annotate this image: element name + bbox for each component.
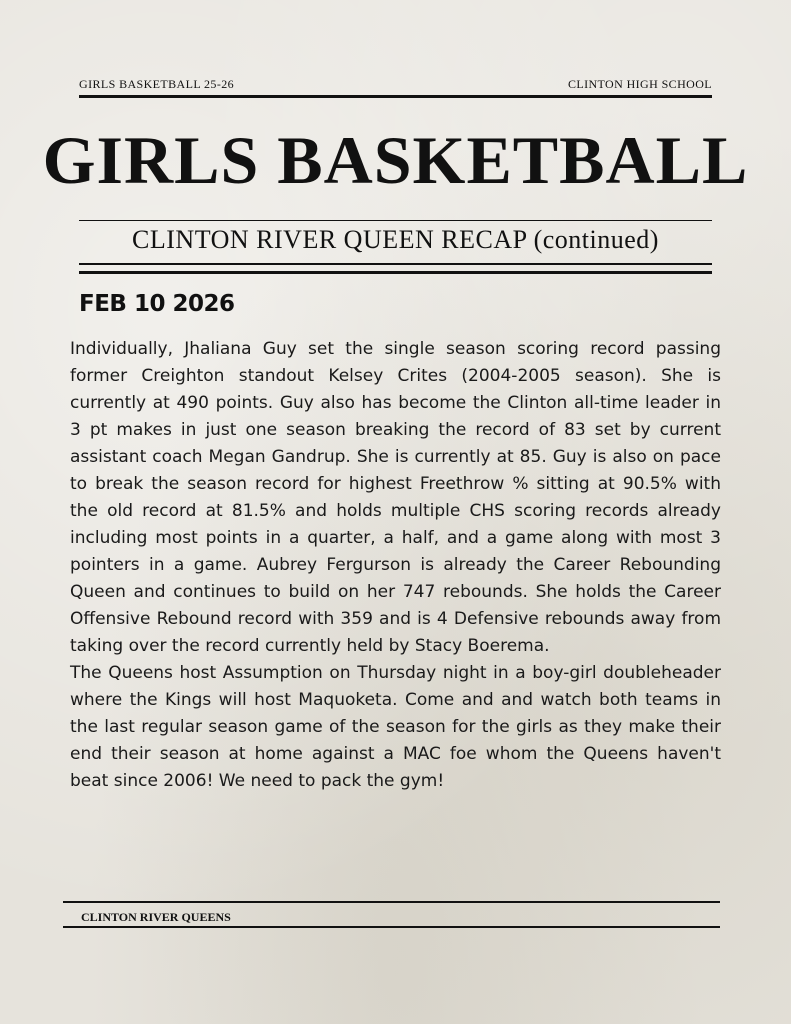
masthead-title: GIRLS BASKETBALL (42, 122, 749, 198)
subhead-bottom-rule-1 (79, 263, 712, 265)
footer-bottom-rule (63, 926, 720, 928)
header-rule (79, 95, 712, 98)
footer-label: CLINTON RIVER QUEENS (81, 910, 231, 924)
header-left-label: GIRLS BASKETBALL 25-26 (79, 77, 235, 91)
article-date: FEB 10 2026 (79, 291, 235, 317)
article-paragraph: Individually, Jhaliana Guy set the single season scoring record passing former Creighton standout Kelsey Crites (2004-2005 season). She is currently at 490 points. Guy also has become the Clinton all-time leader in 3 pt makes in just one season breaking the record of 83 set by current assistant coach Megan Gandrup. She is currently at 85. Guy is also on pace to break the season record for highest Freethrow % sitting at 90.5% with the old record at 81.5% and holds multiple CHS scoring records already including most points in a quarter, a half, and a game along with most 3 pointers in a game. Aubrey Fergurson is already the Career Rebounding Queen and continues to build on her 747 rebounds. She holds the Career Offensive Rebound record with 359 and is 4 Defensive rebounds away from taking over the record currently held by Stacy Boerema. (70, 339, 721, 656)
subhead-top-rule (79, 220, 712, 221)
footer-top-rule (63, 901, 720, 903)
article-paragraph: The Queens host Assumption on Thursday night in a boy-girl doubleheader where the Kings will host Maquoketa. Come and and watch both teams in the last regular season game of the season for the girls as they make their end their season at home against a MAC foe whom the Queens haven't beat since 2006! We need to pack the gym! (70, 663, 721, 791)
subhead-title: CLINTON RIVER QUEEN RECAP (continued) (132, 225, 659, 254)
article-body (70, 336, 721, 795)
subhead-bottom-rule-2 (79, 271, 712, 274)
header-right-label: CLINTON HIGH SCHOOL (567, 77, 712, 91)
